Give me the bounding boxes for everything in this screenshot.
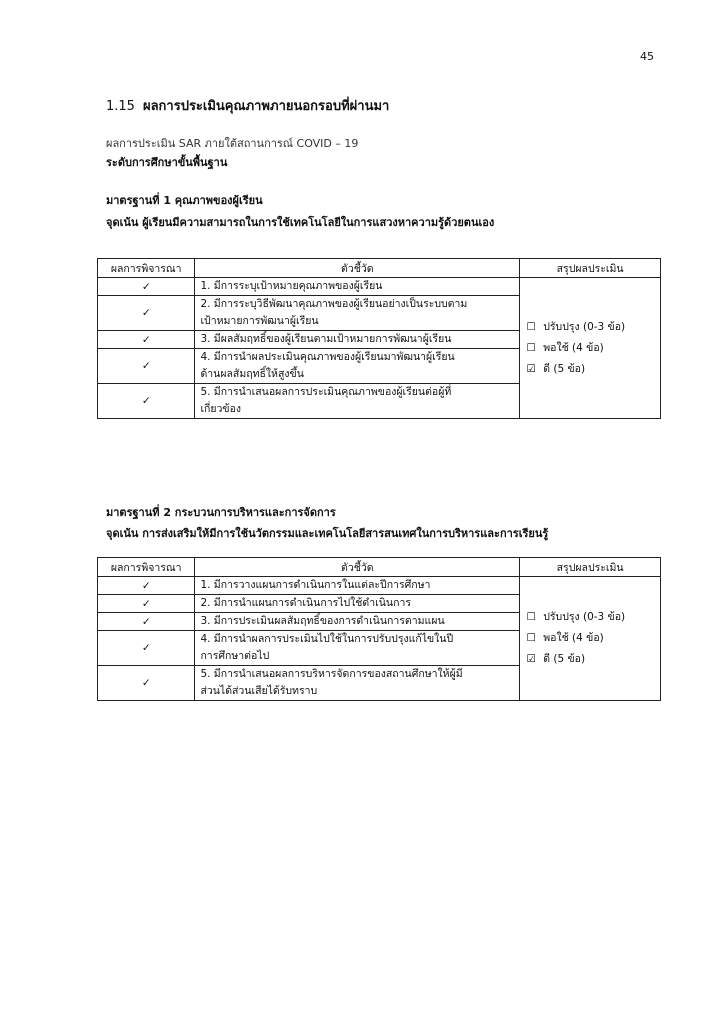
checkbox-empty-icon: ☐ [526, 341, 536, 354]
indicator-text: เป้าหมายการพัฒนาผู้เรียน [200, 315, 319, 327]
summary-option-fair [525, 338, 655, 359]
page-number: 45 [640, 50, 654, 63]
indicator-cell [195, 349, 520, 384]
summary-option-label: ดี (5 ข้อ) [543, 362, 586, 375]
indicator-cell [195, 666, 520, 701]
indicator-text: 3. มีผลสัมฤทธิ์ของผู้เรียนตามเป้าหมายการพัฒนาผู้เรียน [200, 333, 452, 345]
indicator-cell [195, 631, 520, 666]
summary-option-label: ปรับปรุง (0-3 ข้อ) [543, 320, 626, 333]
summary-option-improve [525, 607, 655, 628]
header-criteria: ผลการพิจารณา [98, 558, 195, 577]
table-header-row [98, 259, 661, 278]
indicator-cell [195, 331, 520, 349]
section-title: ผลการประเมินคุณภาพภายนอกรอบที่ผ่านมา [142, 99, 390, 114]
check-mark: ✓ [98, 666, 195, 701]
check-mark: ✓ [98, 349, 195, 384]
checkbox-checked-icon: ☑ [526, 653, 536, 665]
checkbox-empty-icon: ☐ [526, 320, 536, 333]
indicator-text: ด้านผลสัมฤทธิ์ให้สูงขึ้น [200, 368, 304, 380]
indicator-text: 2. มีการนำแผนการดำเนินการไปใช้ดำเนินการ [200, 597, 411, 609]
standard-2-table [97, 557, 661, 701]
assessment-subtitle: ผลการประเมิน SAR ภายใต้สถานการณ์ COVID – 19 [106, 137, 359, 150]
indicator-text: เกี่ยวข้อง [200, 403, 242, 415]
standard-1-table [97, 258, 661, 419]
summary-cell [520, 278, 661, 419]
check-mark: ✓ [98, 278, 195, 296]
header-indicator: ตัวชี้วัด [195, 558, 520, 577]
standard-2-title: มาตรฐานที่ 2 กระบวนการบริหารและการจัดการ [106, 506, 336, 519]
indicator-cell [195, 278, 520, 296]
indicator-text: 1. มีการวางแผนการดำเนินการในแต่ละปีการศึกษา [200, 579, 431, 591]
check-mark: ✓ [98, 331, 195, 349]
table-row [98, 278, 661, 296]
table-row [98, 577, 661, 595]
check-mark: ✓ [98, 613, 195, 631]
header-summary: สรุปผลประเมิน [520, 259, 661, 278]
indicator-cell [195, 384, 520, 419]
checkbox-empty-icon: ☐ [526, 632, 536, 644]
indicator-cell [195, 577, 520, 595]
indicator-cell [195, 296, 520, 331]
check-mark: ✓ [98, 631, 195, 666]
header-summary: สรุปผลประเมิน [520, 558, 661, 577]
check-mark: ✓ [98, 296, 195, 331]
section-number: 1.15 [106, 99, 135, 114]
check-mark: ✓ [98, 577, 195, 595]
indicator-text: 2. มีการระบุวิธีพัฒนาคุณภาพของผู้เรียนอย่างเป็นระบบตาม [200, 298, 468, 310]
education-level: ระดับการศึกษาขั้นพื้นฐาน [106, 156, 228, 169]
checkbox-checked-icon: ☑ [526, 362, 536, 375]
indicator-text: 3. มีการประเมินผลสัมฤทธิ์ของการดำเนินการตามแผน [200, 615, 445, 627]
summary-option-label: พอใช้ (4 ข้อ) [543, 341, 604, 354]
indicator-text: ส่วนได้ส่วนเสียได้รับทราบ [200, 685, 318, 697]
standard-1-focus: จุดเน้น ผู้เรียนมีความสามารถในการใช้เทคโนโลยีในการแสวงหาความรู้ด้วยตนเอง [106, 216, 495, 229]
indicator-cell [195, 613, 520, 631]
summary-option-fair [525, 628, 655, 649]
table-header-row [98, 558, 661, 577]
summary-option-label: ปรับปรุง (0-3 ข้อ) [543, 611, 626, 623]
standard-1-title: มาตรฐานที่ 1 คุณภาพของผู้เรียน [106, 194, 263, 207]
summary-cell [520, 577, 661, 701]
header-indicator: ตัวชี้วัด [195, 259, 520, 278]
indicator-cell [195, 595, 520, 613]
indicator-text: 4. มีการนำผลประเมินคุณภาพของผู้เรียนมาพัฒนาผู้เรียน [200, 351, 455, 363]
indicator-text: 5. มีการนำเสนอผลการประเมินคุณภาพของผู้เรียนต่อผู้ที่ [200, 386, 452, 398]
summary-option-improve [525, 317, 655, 338]
summary-option-label: ดี (5 ข้อ) [543, 653, 586, 665]
indicator-text: 1. มีการระบุเป้าหมายคุณภาพของผู้เรียน [200, 280, 383, 292]
check-mark: ✓ [98, 384, 195, 419]
indicator-text: 5. มีการนำเสนอผลการบริหารจัดการของสถานศึกษาให้ผู้มี [200, 668, 463, 680]
standard-2-focus: จุดเน้น การส่งเสริมให้มีการใช้นวัตกรรมและเทคโนโลยีสารสนเทศในการบริหารและการเรียนรู้ [106, 527, 549, 540]
summary-option-good [525, 359, 655, 380]
section-heading [106, 95, 389, 116]
indicator-text: การศึกษาต่อไป [200, 650, 270, 662]
summary-option-label: พอใช้ (4 ข้อ) [543, 632, 604, 644]
check-mark: ✓ [98, 595, 195, 613]
summary-option-good [525, 649, 655, 670]
indicator-text: 4. มีการนำผลการประเมินไปใช้ในการปรับปรุงแก้ไขในปี [200, 633, 454, 645]
checkbox-empty-icon: ☐ [526, 611, 536, 623]
header-criteria: ผลการพิจารณา [98, 259, 195, 278]
